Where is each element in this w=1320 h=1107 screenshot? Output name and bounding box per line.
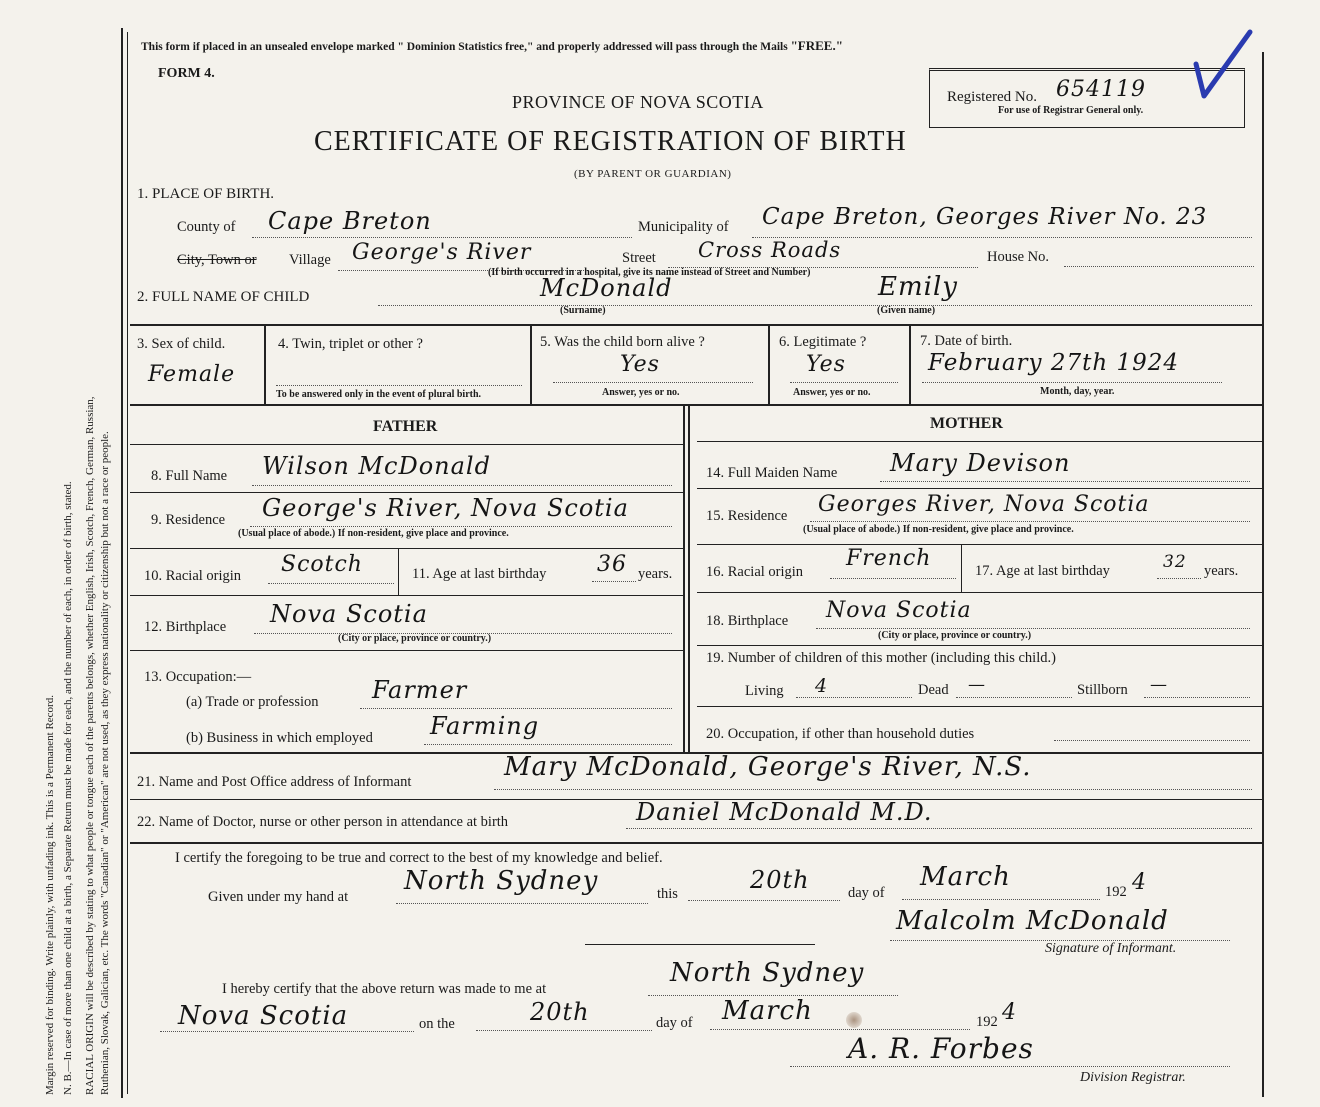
father-birthplace-caption: (City or place, province or country.): [338, 633, 492, 644]
alive-value: Yes: [620, 352, 660, 377]
father-trade-line: [360, 708, 672, 709]
mother-children-rule: [697, 706, 1262, 707]
registrar-year-value: 4: [1002, 1000, 1017, 1025]
father-residence-line: [250, 526, 672, 527]
street-label: Street: [622, 250, 656, 266]
child-surname: McDonald: [540, 274, 673, 302]
certify-statement: I certify the foregoing to be true and correct to the best of my knowledge and belief.: [175, 850, 663, 866]
registrar-place2-value: Nova Scotia: [178, 1001, 349, 1031]
certify-day-line: [688, 900, 840, 901]
mother-birthplace-label: 18. Birthplace: [706, 613, 789, 629]
certify-year-value: 4: [1132, 870, 1147, 895]
registrar-month-value: March: [722, 996, 813, 1026]
margin-note-racial-origin-1: RACIAL ORIGIN will be described by stating to what people or tongue each of the parents belongs, whether English, Irish, Scotch, French, German, Russian,: [84, 396, 96, 1095]
city-town-struck: City, Town or: [177, 252, 257, 268]
father-residence-caption: (Usual place of abode.) If non-resident, give place and province.: [238, 528, 509, 539]
row3-divider-1: [264, 326, 266, 404]
doctor-rule: [130, 842, 1262, 844]
sex-label: 3. Sex of child.: [137, 336, 226, 352]
legit-caption: Answer, yes or no.: [793, 387, 871, 398]
hospital-note: (If birth occurred in a hospital, give its name instead of Street and Number): [488, 267, 811, 278]
certify-month-line: [902, 899, 1100, 900]
mother-heading-rule: [697, 441, 1262, 442]
mother-name-value: Mary Devison: [890, 449, 1071, 477]
dob-label: 7. Date of birth.: [920, 333, 1013, 349]
mother-occupation-line: [1054, 740, 1250, 741]
house-label: House No.: [987, 249, 1050, 265]
legit-value: Yes: [806, 352, 846, 377]
row3-top-rule: [130, 324, 1262, 326]
certify-month-value: March: [920, 862, 1011, 892]
registrar-signature-line: [790, 1066, 1230, 1067]
certificate-title: CERTIFICATE OF REGISTRATION OF BIRTH: [314, 126, 907, 157]
father-trade-value: Farmer: [372, 676, 468, 704]
mother-age-label: 17. Age at last birthday: [975, 563, 1110, 579]
surname-caption: (Surname): [560, 305, 606, 316]
municipality-value: Cape Breton, Georges River No. 23: [762, 204, 1208, 230]
certify-separator: [585, 944, 815, 945]
registrar-place2-line: [160, 1031, 414, 1032]
this-label: this: [657, 886, 678, 902]
legit-label: 6. Legitimate ?: [779, 334, 867, 350]
doctor-value: Daniel McDonald M.D.: [636, 798, 933, 826]
certify-year-prefix: 192: [1105, 884, 1127, 900]
children-count-label: 19. Number of children of this mother (including this child.): [706, 650, 1056, 666]
living-label: Living: [745, 683, 784, 699]
mother-race-line: [830, 578, 956, 579]
row3-divider-3: [768, 326, 770, 404]
registrar-note: For use of Registrar General only.: [998, 105, 1144, 116]
certify-day-value: 20th: [750, 866, 810, 894]
alive-line: [553, 382, 753, 383]
father-race-rule: [130, 595, 683, 596]
sex-value: Female: [148, 362, 236, 387]
mother-birthplace-value: Nova Scotia: [826, 598, 972, 623]
mother-residence-line: [810, 521, 1250, 522]
child-given-name: Emily: [878, 272, 958, 302]
father-business-label: (b) Business in which employed: [186, 730, 373, 746]
father-age-line: [592, 581, 636, 582]
mother-race-divider: [961, 545, 962, 592]
right-border: [1262, 52, 1264, 1097]
mother-age-unit: years.: [1204, 563, 1239, 579]
registered-number: 654119: [1056, 77, 1146, 102]
dob-value: February 27th 1924: [928, 350, 1180, 376]
mother-residence-value: Georges River, Nova Scotia: [818, 492, 1150, 517]
row3-divider-2: [530, 326, 532, 404]
father-residence-value: George's River, Nova Scotia: [262, 494, 629, 522]
alive-caption: Answer, yes or no.: [602, 387, 680, 398]
mother-age-value: 32: [1163, 552, 1187, 572]
house-line: [1064, 266, 1254, 267]
father-age-label: 11. Age at last birthday: [412, 566, 547, 582]
stillborn-value: —: [1150, 675, 1168, 695]
registrar-day-value: 20th: [530, 998, 590, 1026]
dob-line: [922, 382, 1222, 383]
municipality-label: Municipality of: [638, 219, 729, 235]
mother-name-rule: [697, 488, 1262, 489]
place-heading: 1. PLACE OF BIRTH.: [137, 186, 275, 202]
registrar-on-label: on the: [419, 1016, 455, 1032]
province-heading: PROVINCE OF NOVA SCOTIA: [512, 92, 764, 112]
mother-birthplace-line: [816, 628, 1250, 629]
parents-center-divider-b: [688, 406, 690, 752]
certify-day-label: day of: [848, 885, 885, 901]
certificate-subtitle: (BY PARENT OR GUARDIAN): [574, 168, 732, 180]
registrar-signature: A. R. Forbes: [848, 1032, 1034, 1065]
mail-notice: [141, 38, 843, 54]
check-mark-icon: [1192, 28, 1254, 100]
living-value: 4: [815, 675, 829, 697]
father-age-unit: years.: [638, 566, 673, 582]
registrar-place-value: North Sydney: [670, 958, 865, 988]
informant-value: Mary McDonald, George's River, N.S.: [504, 752, 1032, 782]
mail-notice-text: This form if placed in an unsealed envelope marked " Dominion Statistics free," and properly addressed will pass through the Mails: [141, 41, 791, 53]
mother-name-line: [880, 481, 1250, 482]
county-label: County of: [177, 219, 236, 235]
form-number: FORM 4.: [158, 66, 215, 81]
father-race-divider: [398, 549, 399, 595]
twin-line: [276, 385, 522, 386]
father-business-line: [424, 744, 672, 745]
doctor-label: 22. Name of Doctor, nurse or other person in attendance at birth: [137, 814, 509, 830]
margin-note-racial-origin-2: Ruthenian, Slovak, Galician, etc. The words "Canadian" or "American" are not used, as they express nationality or citizenship but not a race or people.: [99, 431, 111, 1095]
dob-caption: Month, day, year.: [1040, 386, 1115, 397]
mail-free: "FREE.": [790, 38, 843, 53]
informant-signature: Malcolm McDonald: [896, 906, 1169, 936]
registrar-month-line: [710, 1029, 970, 1030]
informant-signature-caption: Signature of Informant.: [1045, 941, 1177, 956]
father-name-rule: [130, 492, 683, 493]
alive-label: 5. Was the child born alive ?: [540, 334, 705, 350]
parents-center-divider-a: [683, 406, 685, 752]
father-name-line: [252, 485, 672, 486]
dead-label: Dead: [918, 682, 949, 698]
father-race-value: Scotch: [281, 552, 363, 577]
doctor-line: [626, 828, 1252, 829]
village-value: George's River: [352, 240, 532, 265]
father-birthplace-label: 12. Birthplace: [144, 619, 227, 635]
mother-birthplace-caption: (City or place, province or country.): [878, 630, 1032, 641]
county-line: [252, 237, 632, 238]
living-line: [796, 697, 912, 698]
informant-line: [494, 789, 1252, 790]
mother-heading: MOTHER: [930, 415, 1003, 432]
informant-label: 21. Name and Post Office address of Informant: [137, 774, 412, 790]
father-race-label: 10. Racial origin: [144, 568, 242, 584]
stillborn-line: [1144, 697, 1250, 698]
village-label: Village: [289, 252, 331, 268]
child-name-label: 2. FULL NAME OF CHILD: [137, 289, 310, 305]
father-occupation-label: 13. Occupation:—: [144, 669, 252, 685]
father-heading: FATHER: [373, 418, 438, 435]
county-value: Cape Breton: [268, 207, 432, 235]
margin-note-binding: Margin reserved for binding. Write plainly, with unfading ink. This is a Permanent Record.: [44, 695, 56, 1095]
registered-label: Registered No.: [947, 89, 1037, 105]
mother-race-value: French: [846, 546, 932, 571]
given-under-label: Given under my hand at: [208, 889, 349, 905]
father-birthplace-rule: [130, 650, 683, 651]
left-border-inner: [127, 32, 128, 1094]
father-residence-rule: [130, 548, 683, 549]
street-value: Cross Roads: [698, 238, 842, 262]
mother-birthplace-rule: [697, 645, 1262, 646]
mother-race-rule: [697, 592, 1262, 593]
father-trade-label: (a) Trade or profession: [186, 694, 319, 710]
margin-note-plural-birth: N. B.—In case of more than one child at a birth, a Separate Return must be made for each, and the number of each, in order of birth, stated.: [62, 481, 74, 1095]
father-name-label: 8. Full Name: [151, 468, 228, 484]
mother-occupation-label: 20. Occupation, if other than household duties: [706, 726, 975, 742]
child-name-line: [378, 305, 1252, 306]
given-caption: (Given name): [877, 305, 936, 316]
ink-stain: [846, 1012, 862, 1028]
father-birthplace-value: Nova Scotia: [270, 600, 428, 628]
registrar-caption: Division Registrar.: [1080, 1070, 1186, 1085]
row3-bottom-rule: [130, 404, 1262, 406]
mother-name-label: 14. Full Maiden Name: [706, 465, 838, 481]
mother-residence-caption: (Usual place of abode.) If non-resident, give place and province.: [803, 524, 1074, 535]
stillborn-label: Stillborn: [1077, 682, 1128, 698]
father-business-value: Farming: [430, 712, 540, 740]
registrar-statement: I hereby certify that the above return was made to me at: [222, 981, 547, 997]
father-heading-rule: [130, 444, 683, 445]
twin-note: To be answered only in the event of plural birth.: [276, 389, 482, 400]
legit-line: [790, 382, 898, 383]
registrar-day-line: [476, 1030, 652, 1031]
father-race-line: [268, 583, 394, 584]
row3-divider-4: [909, 326, 911, 404]
father-residence-label: 9. Residence: [151, 512, 226, 528]
left-border: [121, 28, 123, 1098]
father-name-value: Wilson McDonald: [262, 452, 491, 480]
given-place-line: [396, 903, 648, 904]
registrar-year-prefix: 192: [976, 1014, 998, 1030]
dead-line: [956, 697, 1072, 698]
father-age-value: 36: [597, 552, 627, 577]
twin-label: 4. Twin, triplet or other ?: [278, 336, 423, 352]
mother-residence-rule: [697, 544, 1262, 545]
mother-residence-label: 15. Residence: [706, 508, 788, 524]
mother-race-label: 16. Racial origin: [706, 564, 804, 580]
registrar-day-label: day of: [656, 1015, 693, 1031]
mother-age-line: [1157, 578, 1201, 579]
given-place-value: North Sydney: [404, 866, 599, 896]
dead-value: —: [968, 675, 986, 695]
